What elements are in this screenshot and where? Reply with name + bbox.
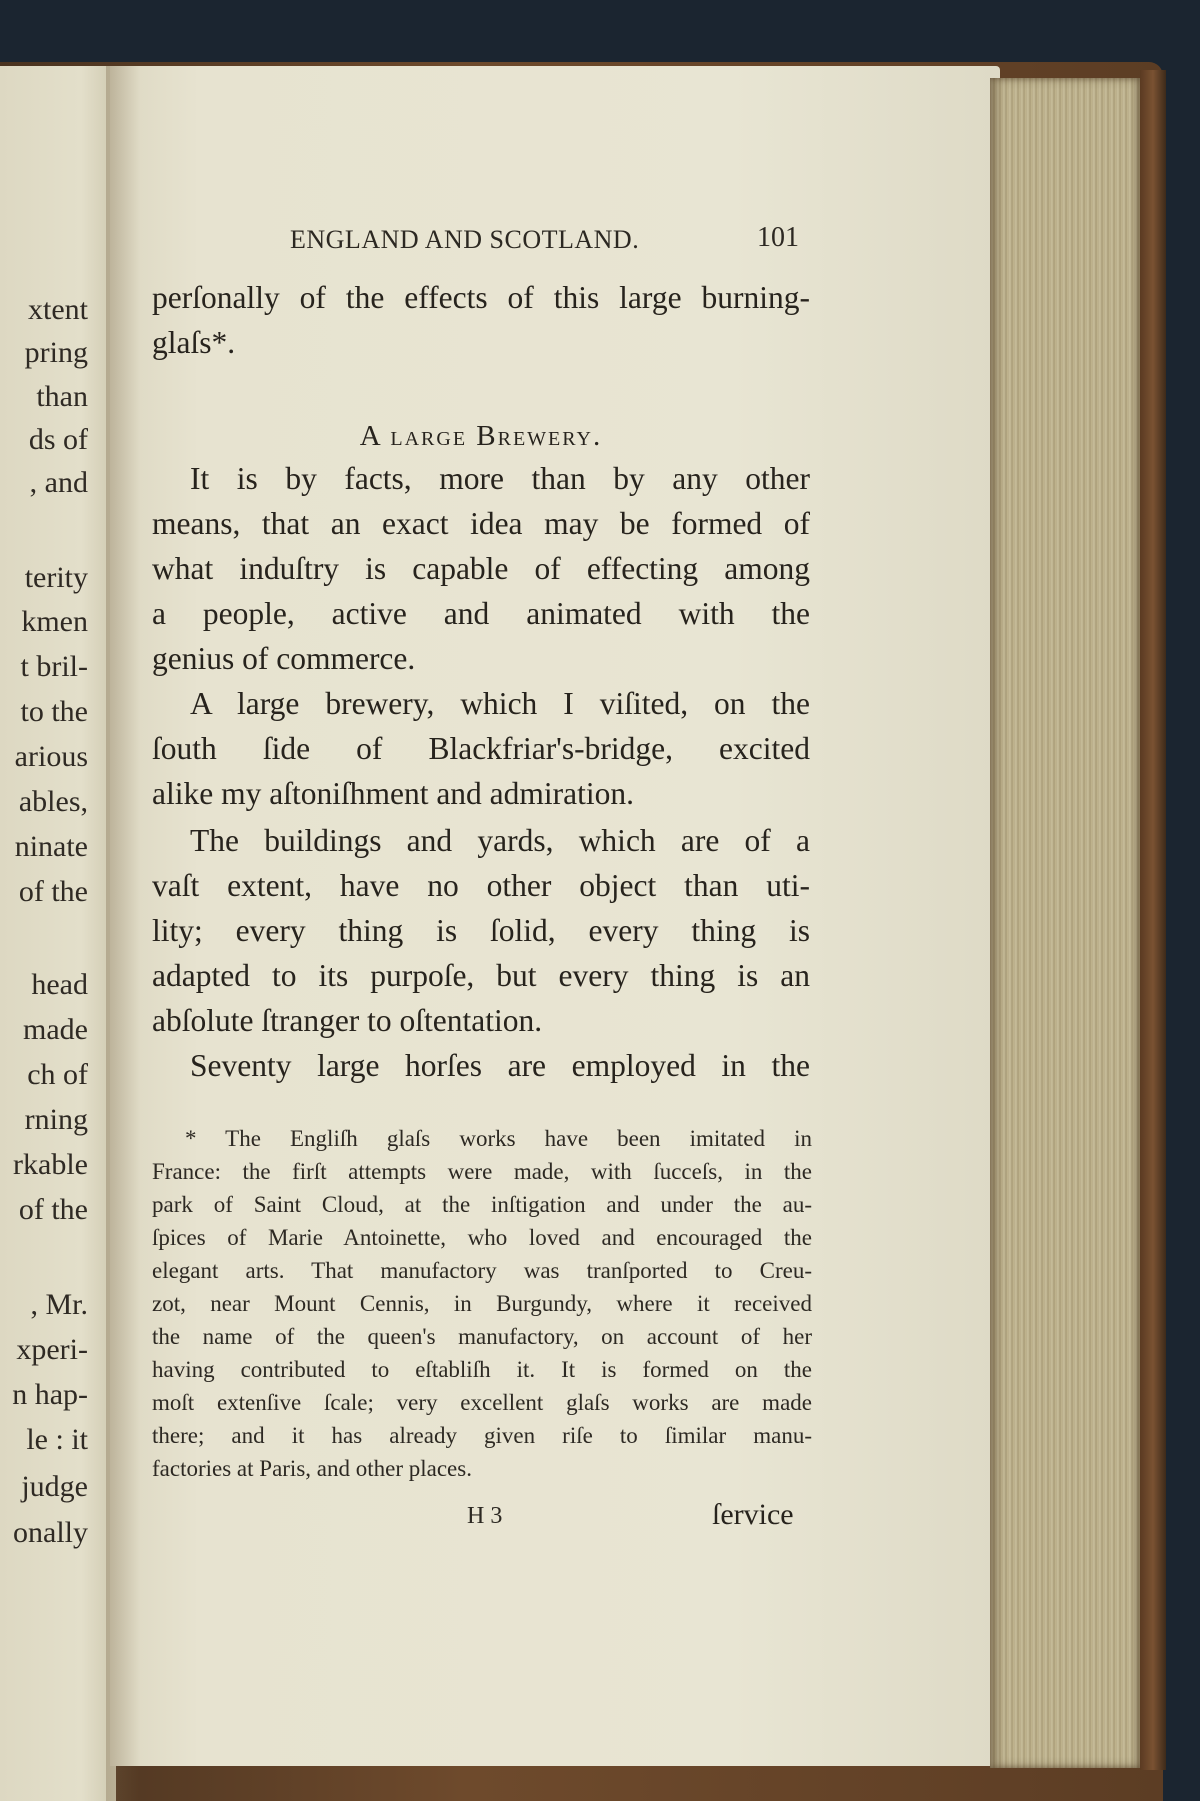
page-edges (990, 78, 1140, 1768)
left-fragment: rkable (13, 1148, 88, 1181)
text-line: means, that an exact idea may be formed of (152, 506, 810, 541)
footnote-line: factories at Paris, and other places. (152, 1456, 472, 1481)
footnote-line: there; and it has already given riſe to ſimilar manu- (152, 1423, 812, 1448)
left-fragment: terity (24, 561, 88, 594)
catchword: ſervice (712, 1498, 794, 1531)
footnote-line: park of Saint Cloud, at the inſtigation and under the au- (152, 1192, 812, 1217)
footnote-line: elegant arts. That manufactory was tranſported to Creu- (152, 1258, 812, 1283)
left-fragment: ds of (28, 423, 88, 456)
text-line: The buildings and yards, which are of a (190, 823, 810, 858)
left-fragment: xtent (28, 293, 88, 326)
signature-mark: H 3 (467, 1503, 503, 1529)
footnote-line: having contributed to eſtabliſh it. It is formed on the (152, 1357, 812, 1382)
footnote-line: zot, near Mount Cennis, in Burgundy, where it received (152, 1291, 812, 1316)
section-heading: A large Brewery. (359, 420, 603, 452)
text-line: what induſtry is capable of effecting among (152, 551, 810, 586)
footnote-line: France: the firſt attempts were made, with ſucceſs, in the (152, 1159, 812, 1184)
text-line: a people, active and animated with the (152, 596, 810, 631)
left-fragment: onally (13, 1516, 88, 1549)
left-fragment: than (36, 380, 88, 413)
page-number: 101 (757, 222, 799, 253)
left-fragment: ninate (14, 830, 88, 863)
text-line: perſonally of the effects of this large burning- (152, 280, 810, 315)
left-fragment: t bril- (20, 650, 88, 683)
left-fragment: judge (21, 1470, 88, 1503)
text-line: lity; every thing is ſolid, every thing is (152, 913, 810, 948)
left-fragment: head (31, 968, 88, 1001)
left-fragment: rning (24, 1103, 88, 1136)
left-fragment: of the (18, 1193, 88, 1226)
cover-edge (1140, 70, 1166, 1770)
text-line: ſouth ſide of Blackfriar's-bridge, excited (152, 731, 810, 766)
left-fragment: ch of (27, 1058, 88, 1091)
left-fragment: le : it (26, 1423, 88, 1456)
left-fragment: ables, (18, 785, 88, 818)
text-line: alike my aſtoniſhment and admiration. (152, 776, 635, 811)
text-line: genius of commerce. (152, 641, 416, 676)
footnote-line: moſt extenſive ſcale; very excellent glaſs works are made (152, 1390, 812, 1415)
text-line: A large brewery, which I viſited, on the (190, 686, 810, 721)
footnote-line: the name of the queen's manufactory, on account of her (152, 1324, 812, 1349)
left-fragment: xperi- (16, 1333, 88, 1366)
text-line: vaſt extent, have no other object than uti- (152, 868, 810, 903)
left-fragment: pring (24, 336, 88, 369)
text-line: abſolute ſtranger to oſtentation. (152, 1003, 543, 1038)
text-line: It is by facts, more than by any other (190, 461, 810, 496)
text-line: glaſs*. (152, 325, 236, 360)
left-fragment: to the (20, 695, 88, 728)
left-fragment: , and (29, 466, 88, 499)
left-fragment: , Mr. (30, 1288, 88, 1321)
gutter-shadow (106, 66, 140, 1801)
footnote-line: * The Engliſh glaſs works have been imitated in (185, 1126, 812, 1151)
footnote-line: ſpices of Marie Antoinette, who loved and encouraged the (152, 1225, 812, 1250)
text-line: adapted to its purpoſe, but every thing is an (152, 958, 810, 993)
left-fragment: kmen (21, 605, 88, 638)
left-fragment: arious (14, 740, 88, 773)
left-fragment: made (23, 1013, 88, 1046)
left-fragment: n hap- (12, 1378, 88, 1411)
text-line: Seventy large horſes are employed in the (190, 1048, 810, 1083)
left-fragment: of the (18, 875, 88, 908)
running-head: ENGLAND AND SCOTLAND. (290, 225, 640, 254)
